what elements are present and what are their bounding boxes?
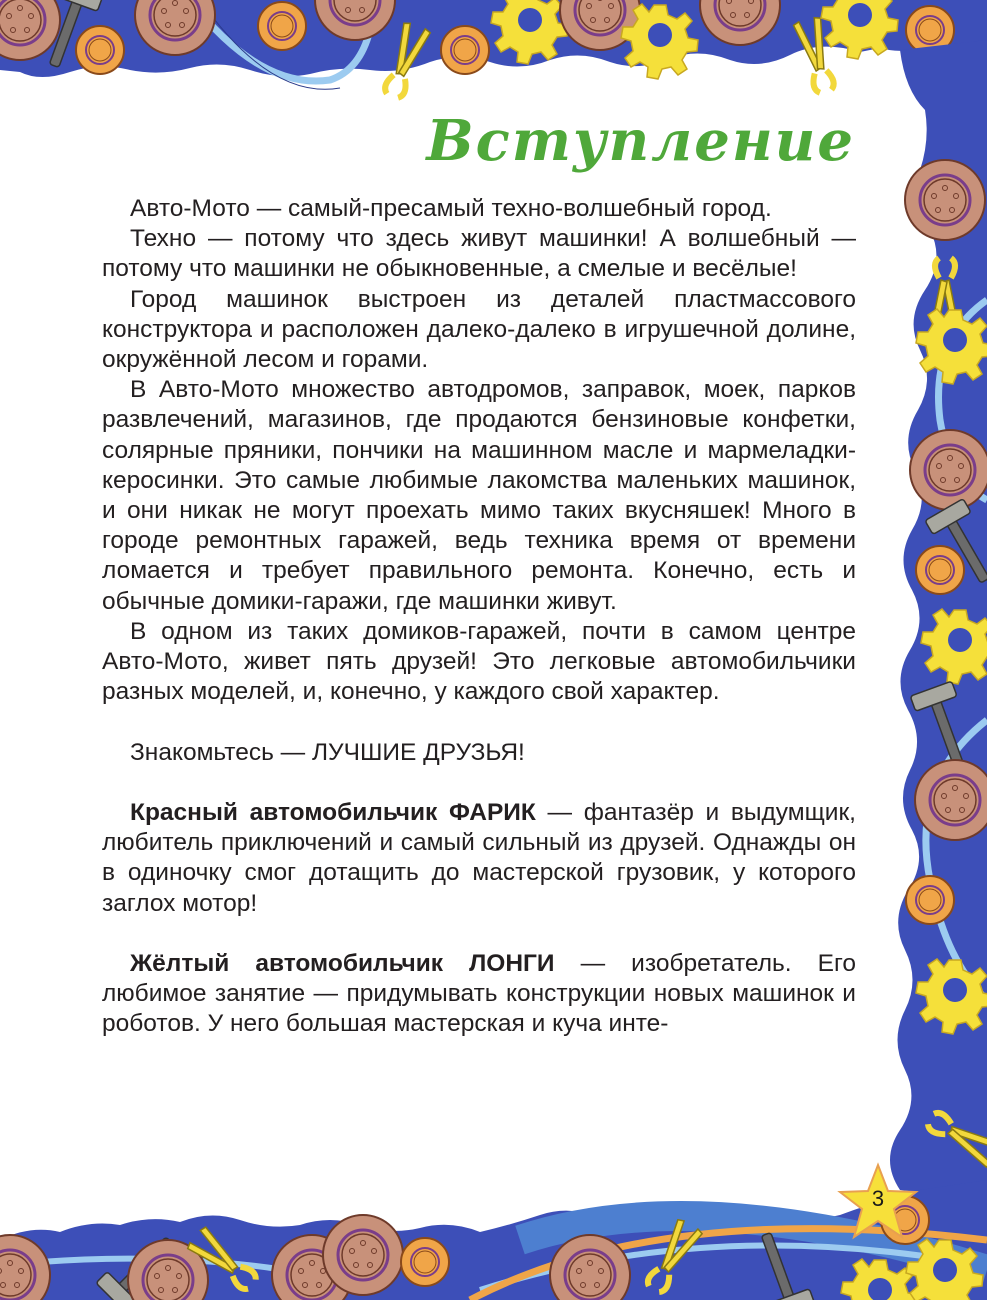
character-name: Жёлтый автомобильчик ЛОНГИ [130,950,555,978]
paragraph: Город машинок выстроен из деталей пластмассового конструктора и расположен далеко-далеко в игрушечной долине, окружённой лесом и горами. [102,285,856,374]
page-title: Вступление [426,108,855,174]
paragraph: В Авто-Мото множество автодромов, заправок, моек, парков развлечений, магазинов, где продаются бензиновые конфетки, солярные пряники, пончики на машинном масле и мармеладки-керосинки. Это самые любимые лакомства маленьких машинок, и они никак не могут проехать мимо таких вкусняшек! Много в городе ремонтных гаражей, ведь техника время от времени ломается и требует правильного ремонта. Конечно, есть и обычные домики-гаражи, где машинки живут. [102,376,856,615]
character-name: Красный автомобильчик ФАРИК [130,799,536,827]
page-number: 3 [871,1186,885,1211]
paragraph: В одном из таких домиков-гаражей, почти в самом центре Авто-Мото, живет пять друзей! Это легковые автомобильчики разных моделей, и, конечно, у каждого свой характер. [102,617,856,706]
paragraph-character-farik: Красный автомобильчик ФАРИК — фантазёр и выдумщик, любитель приключений и самый сильный из друзей. Однажды он в одиночку смог дотащить до мастерской грузовик, у которого заглох мотор! [102,799,856,917]
paragraph-character-longi: Жёлтый автомобильчик ЛОНГИ — изобретатель. Его любимое занятие — придумывать конструкции новых машинок и роботов. У него большая мастерская и куча инте- [102,950,856,1038]
paragraph: Техно — потому что здесь живут машинки! А волшебный — потому что машинки не обыкновенные, а смелые и весёлые! [102,225,856,283]
paragraph-intro-friends: Знакомьтесь — ЛУЧШИЕ ДРУЗЬЯ! [130,738,525,766]
paragraph: Авто-Мото — самый-пресамый техно-волшебный город. [130,195,772,222]
page-number-badge [836,1162,920,1242]
body-text [102,194,856,1040]
